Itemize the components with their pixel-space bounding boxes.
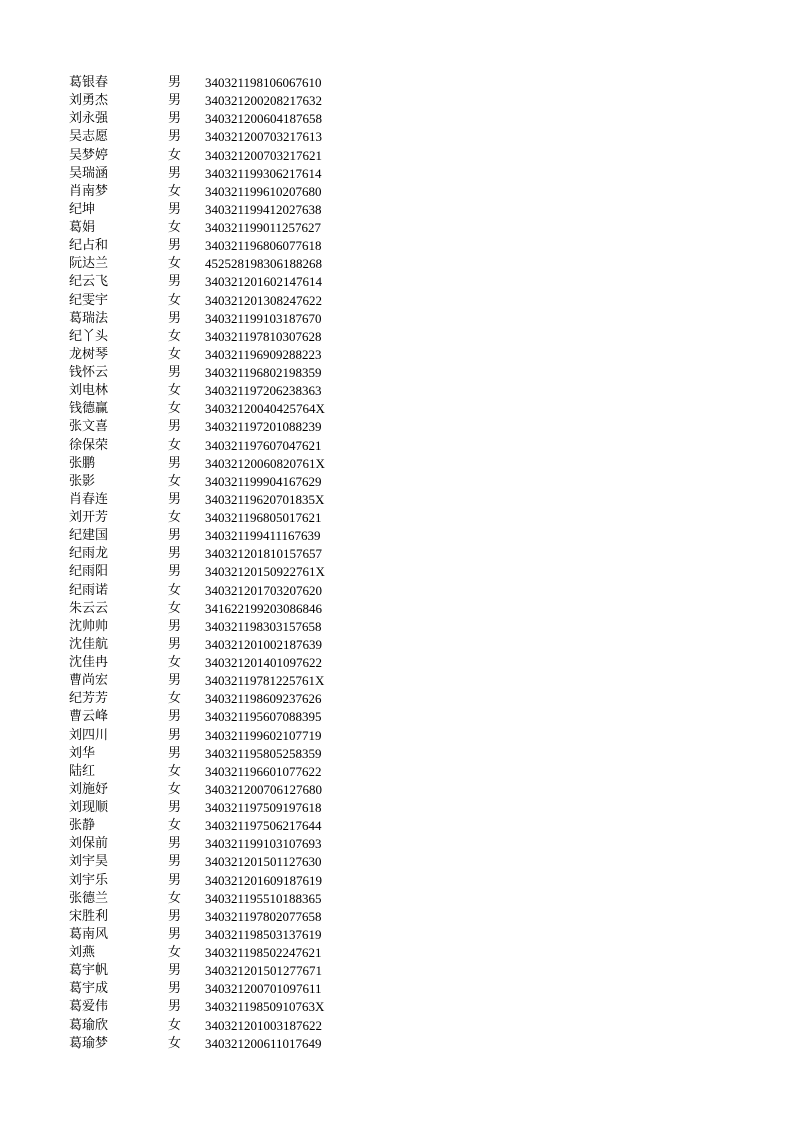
table-row xyxy=(69,600,385,618)
person-id-number: 340321199602107719 xyxy=(205,727,322,743)
person-name: 张德兰 xyxy=(69,890,109,906)
person-gender: 女 xyxy=(168,220,182,235)
person-gender: 女 xyxy=(168,818,182,834)
person-name: 沈佳冉 xyxy=(69,655,109,670)
person-id-number: 340321195805258359 xyxy=(205,745,322,761)
person-gender: 女 xyxy=(168,945,182,960)
person-id-number: 340321197201088239 xyxy=(205,419,322,435)
person-gender: 男 xyxy=(168,618,182,634)
person-gender: 男 xyxy=(168,111,182,127)
table-row xyxy=(69,944,385,962)
person-gender: 男 xyxy=(168,908,182,924)
person-name: 曹云峰 xyxy=(69,709,109,725)
table-row xyxy=(69,672,385,690)
person-name: 刘开芳 xyxy=(69,510,109,525)
person-id-number: 340321200208217632 xyxy=(205,93,322,109)
table-row xyxy=(69,980,385,998)
person-name: 刘电林 xyxy=(69,383,109,399)
person-gender: 女 xyxy=(168,401,182,417)
person-id-number: 340321196806077618 xyxy=(205,238,322,254)
person-gender: 女 xyxy=(168,600,182,616)
table-row xyxy=(69,835,385,853)
person-gender: 女 xyxy=(168,1017,182,1033)
table-row xyxy=(69,455,385,473)
person-id-number: 340321198303157658 xyxy=(205,618,322,634)
person-gender: 男 xyxy=(168,93,182,109)
person-gender: 男 xyxy=(168,455,182,471)
person-name: 张静 xyxy=(69,818,96,834)
table-row xyxy=(69,437,385,455)
table-row xyxy=(69,618,385,636)
person-id-number: 340321198609237626 xyxy=(205,691,322,707)
table-row xyxy=(69,763,385,781)
table-row xyxy=(69,418,385,436)
table-row xyxy=(69,582,385,600)
person-gender: 男 xyxy=(168,564,182,580)
person-name: 纪占和 xyxy=(69,238,109,254)
person-name: 吴梦婷 xyxy=(69,147,109,163)
person-name: 沈帅帅 xyxy=(69,618,109,634)
person-name: 吴志愿 xyxy=(69,129,109,145)
person-name: 张鹏 xyxy=(69,455,96,471)
person-id-number: 340321201501127630 xyxy=(205,854,322,870)
table-row xyxy=(69,563,385,581)
table-row xyxy=(69,654,385,672)
person-name: 葛爱伟 xyxy=(69,999,109,1015)
person-id-number: 340321197802077658 xyxy=(205,908,322,924)
person-gender: 女 xyxy=(168,890,182,906)
table-row xyxy=(69,799,385,817)
person-name: 刘永强 xyxy=(69,111,109,127)
person-id-number: 340321196909288223 xyxy=(205,346,322,362)
person-id-number: 340321200701097611 xyxy=(205,981,322,997)
person-name: 阮达兰 xyxy=(69,256,109,272)
person-id-number: 340321200611017649 xyxy=(205,1035,322,1051)
person-gender: 女 xyxy=(168,383,182,399)
person-id-number: 340321200703217621 xyxy=(205,147,322,163)
person-gender: 男 xyxy=(168,546,182,562)
table-row xyxy=(69,890,385,908)
person-id-number: 340321196601077622 xyxy=(205,763,322,779)
person-gender: 男 xyxy=(168,926,182,942)
person-name: 纪雨龙 xyxy=(69,546,109,562)
person-name: 纪雯宇 xyxy=(69,292,109,308)
table-row xyxy=(69,926,385,944)
person-id-number: 340321197206238363 xyxy=(205,383,322,399)
table-row xyxy=(69,1035,385,1053)
table-row xyxy=(69,690,385,708)
person-gender: 男 xyxy=(168,528,182,544)
person-gender: 男 xyxy=(168,238,182,254)
table-row xyxy=(69,382,385,400)
person-name: 葛南风 xyxy=(69,926,109,942)
person-gender: 男 xyxy=(168,419,182,435)
person-gender: 女 xyxy=(168,655,182,670)
table-row xyxy=(69,237,385,255)
table-row xyxy=(69,872,385,890)
person-gender: 男 xyxy=(168,636,182,652)
person-gender: 女 xyxy=(168,781,182,797)
table-row xyxy=(69,400,385,418)
person-gender: 女 xyxy=(168,691,182,707)
roster-body xyxy=(69,74,385,1053)
table-row xyxy=(69,817,385,835)
person-id-number: 340321197810307628 xyxy=(205,328,322,344)
person-gender: 男 xyxy=(168,365,182,380)
person-name: 葛娟 xyxy=(69,220,96,235)
person-id-number: 340321201501277671 xyxy=(205,963,322,979)
table-row xyxy=(69,998,385,1016)
table-row xyxy=(69,473,385,491)
person-name: 刘四川 xyxy=(69,727,109,743)
person-id-number: 340321196802198359 xyxy=(205,365,322,380)
person-gender: 女 xyxy=(168,328,182,344)
person-name: 肖南梦 xyxy=(69,183,109,199)
table-row xyxy=(69,636,385,654)
person-id-number: 34032119620701835X xyxy=(205,491,325,507)
table-row xyxy=(69,908,385,926)
person-name: 纪丫头 xyxy=(69,328,109,344)
person-gender: 女 xyxy=(168,582,182,598)
person-name: 葛宇成 xyxy=(69,981,109,997)
person-id-number: 340321201609187619 xyxy=(205,872,322,888)
person-id-number: 34032120150922761X xyxy=(205,564,325,580)
table-row xyxy=(69,727,385,745)
person-name: 葛宇帆 xyxy=(69,963,109,979)
person-gender: 男 xyxy=(168,963,182,979)
table-row xyxy=(69,527,385,545)
person-gender: 女 xyxy=(168,292,182,308)
person-id-number: 340321199411167639 xyxy=(205,528,321,544)
person-gender: 女 xyxy=(168,256,182,272)
person-id-number: 34032119850910763X xyxy=(205,999,325,1015)
person-id-number: 34032119781225761X xyxy=(205,673,325,689)
table-row xyxy=(69,128,385,146)
person-name: 葛瑞法 xyxy=(69,310,109,326)
table-row xyxy=(69,509,385,527)
person-id-number: 340321199011257627 xyxy=(205,220,322,235)
person-name: 纪坤 xyxy=(69,201,96,217)
person-id-number: 340321198502247621 xyxy=(205,945,322,960)
person-name: 钱怀云 xyxy=(69,365,109,380)
table-row xyxy=(69,745,385,763)
person-gender: 女 xyxy=(168,183,182,199)
person-name: 纪雨阳 xyxy=(69,564,109,580)
person-id-number: 340321199103107693 xyxy=(205,836,322,852)
person-name: 龙树琴 xyxy=(69,346,109,362)
person-id-number: 340321195510188365 xyxy=(205,890,322,906)
person-name: 刘施妤 xyxy=(69,781,109,797)
table-row xyxy=(69,364,385,382)
table-row xyxy=(69,292,385,310)
person-name: 吴瑞涵 xyxy=(69,165,109,181)
person-id-number: 341622199203086846 xyxy=(205,600,322,616)
table-row xyxy=(69,92,385,110)
person-id-number: 340321196805017621 xyxy=(205,510,322,525)
person-name: 刘燕 xyxy=(69,945,96,960)
person-gender: 男 xyxy=(168,75,182,90)
person-name: 张文喜 xyxy=(69,419,109,435)
person-id-number: 340321201308247622 xyxy=(205,292,322,308)
person-name: 刘宇乐 xyxy=(69,872,109,888)
person-name: 曹尚宏 xyxy=(69,673,109,689)
person-name: 葛瑜欣 xyxy=(69,1017,109,1033)
person-id-number: 340321198106067610 xyxy=(205,75,322,90)
person-gender: 男 xyxy=(168,274,182,290)
person-id-number: 340321200703217613 xyxy=(205,129,322,145)
person-gender: 男 xyxy=(168,709,182,725)
person-gender: 女 xyxy=(168,1035,182,1051)
person-gender: 男 xyxy=(168,872,182,888)
person-id-number: 340321197509197618 xyxy=(205,800,322,815)
person-id-number: 340321195607088395 xyxy=(205,709,322,725)
person-name: 刘华 xyxy=(69,745,96,761)
table-row xyxy=(69,328,385,346)
person-id-number: 452528198306188268 xyxy=(205,256,322,272)
table-row xyxy=(69,110,385,128)
person-gender: 男 xyxy=(168,310,182,326)
person-name: 张影 xyxy=(69,473,96,489)
person-gender: 男 xyxy=(168,491,182,507)
person-gender: 男 xyxy=(168,165,182,181)
person-id-number: 340321201401097622 xyxy=(205,655,322,670)
person-gender: 男 xyxy=(168,800,182,815)
person-id-number: 340321200706127680 xyxy=(205,781,322,797)
table-row xyxy=(69,183,385,201)
roster-table xyxy=(69,74,385,1053)
table-row xyxy=(69,74,385,92)
person-id-number: 340321199103187670 xyxy=(205,310,322,326)
person-id-number: 340321197607047621 xyxy=(205,437,322,453)
person-name: 钱德赢 xyxy=(69,401,109,417)
person-name: 纪云飞 xyxy=(69,274,109,290)
table-row xyxy=(69,1017,385,1035)
table-row xyxy=(69,165,385,183)
table-row xyxy=(69,346,385,364)
person-gender: 女 xyxy=(168,763,182,779)
person-gender: 男 xyxy=(168,999,182,1015)
person-name: 刘勇杰 xyxy=(69,93,109,109)
person-gender: 男 xyxy=(168,981,182,997)
person-id-number: 34032120060820761X xyxy=(205,455,325,471)
person-name: 宋胜利 xyxy=(69,908,109,924)
person-name: 陆红 xyxy=(69,763,96,779)
person-id-number: 340321199412027638 xyxy=(205,201,322,217)
person-id-number: 340321201602147614 xyxy=(205,274,322,290)
person-name: 沈佳航 xyxy=(69,636,109,652)
person-id-number: 340321201703207620 xyxy=(205,582,322,598)
person-name: 朱云云 xyxy=(69,600,109,616)
person-id-number: 340321199610207680 xyxy=(205,183,322,199)
table-row xyxy=(69,708,385,726)
person-id-number: 340321198503137619 xyxy=(205,926,322,942)
person-gender: 男 xyxy=(168,673,182,689)
person-name: 刘保前 xyxy=(69,836,109,852)
person-id-number: 340321201810157657 xyxy=(205,546,322,562)
table-row xyxy=(69,147,385,165)
person-gender: 男 xyxy=(168,854,182,870)
table-row xyxy=(69,781,385,799)
person-gender: 女 xyxy=(168,437,182,453)
table-row xyxy=(69,219,385,237)
person-gender: 女 xyxy=(168,473,182,489)
person-id-number: 340321199904167629 xyxy=(205,473,322,489)
person-name: 纪雨诺 xyxy=(69,582,109,598)
person-gender: 男 xyxy=(168,201,182,217)
person-name: 肖春连 xyxy=(69,491,109,507)
person-gender: 男 xyxy=(168,836,182,852)
person-id-number: 340321197506217644 xyxy=(205,818,322,834)
person-id-number: 340321201002187639 xyxy=(205,636,322,652)
table-row xyxy=(69,273,385,291)
person-gender: 女 xyxy=(168,510,182,525)
person-name: 刘宇昊 xyxy=(69,854,109,870)
person-id-number: 34032120040425764X xyxy=(205,401,325,417)
person-name: 纪芳芳 xyxy=(69,691,109,707)
person-gender: 男 xyxy=(168,727,182,743)
person-gender: 男 xyxy=(168,745,182,761)
table-row xyxy=(69,545,385,563)
person-name: 徐保荣 xyxy=(69,437,109,453)
table-row xyxy=(69,491,385,509)
person-name: 纪建国 xyxy=(69,528,109,544)
person-id-number: 340321201003187622 xyxy=(205,1017,322,1033)
table-row xyxy=(69,962,385,980)
person-name: 葛银春 xyxy=(69,75,109,90)
table-row xyxy=(69,310,385,328)
person-id-number: 340321200604187658 xyxy=(205,111,322,127)
person-gender: 女 xyxy=(168,147,182,163)
table-row xyxy=(69,201,385,219)
table-row xyxy=(69,853,385,871)
person-id-number: 340321199306217614 xyxy=(205,165,322,181)
table-row xyxy=(69,255,385,273)
person-name: 刘现顺 xyxy=(69,800,109,815)
person-name: 葛瑜梦 xyxy=(69,1035,109,1051)
person-gender: 女 xyxy=(168,346,182,362)
person-gender: 男 xyxy=(168,129,182,145)
